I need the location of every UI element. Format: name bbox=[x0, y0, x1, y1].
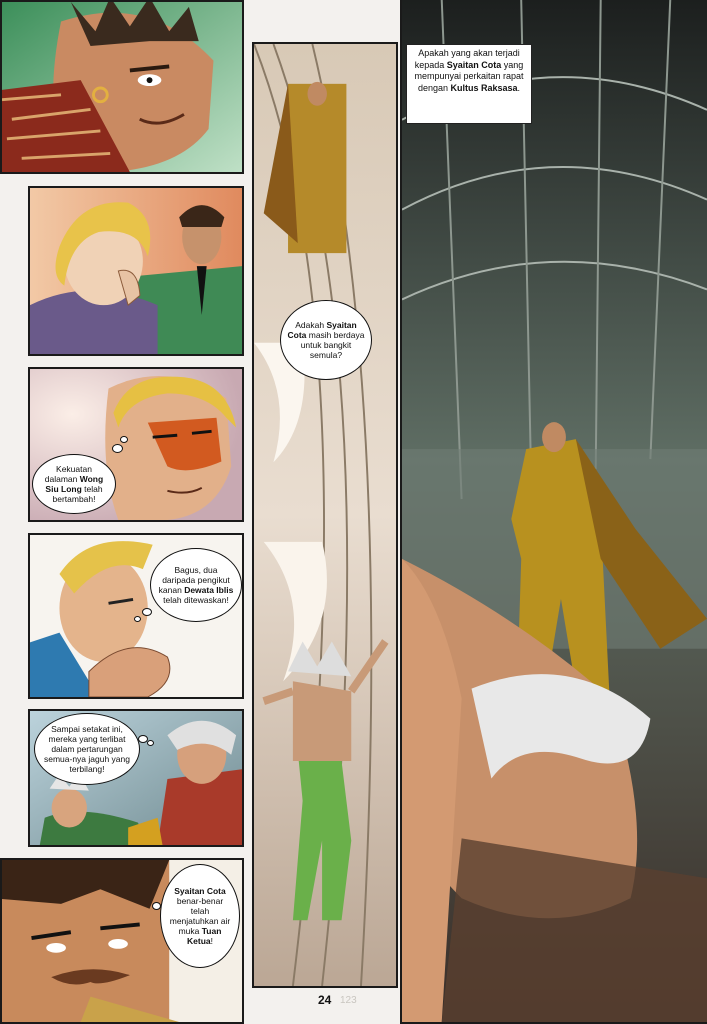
caption-mid: yang mempunyai perkaitan rapat dengan bbox=[414, 59, 524, 93]
speech-bubble-adakah bbox=[280, 300, 372, 380]
panel-8-arena-standoff bbox=[400, 0, 707, 1024]
bubble-syaitan-post2: ! bbox=[210, 936, 213, 946]
thought-bubble-kekuatan bbox=[32, 454, 116, 514]
caption-bold-2: Kultus Raksasa bbox=[450, 82, 518, 93]
panel-1-art bbox=[2, 2, 242, 172]
panel-2-blond-and-suited-men bbox=[28, 186, 244, 356]
thought-bubble-sampai bbox=[34, 713, 140, 785]
page-number-ghost: 123 bbox=[340, 995, 357, 1006]
panel-2-art bbox=[30, 188, 242, 354]
caption-bold-1: Syaitan Cota bbox=[446, 59, 502, 70]
page-number: 24 bbox=[318, 993, 332, 1007]
thought-tail bbox=[112, 444, 123, 453]
panel-7-art bbox=[254, 44, 396, 986]
caption-text bbox=[412, 48, 526, 94]
caption-post: . bbox=[517, 82, 521, 93]
bubble-bagus-bold: Dewata Iblis bbox=[184, 585, 234, 595]
bubble-syaitan-bold: Syaitan Cota bbox=[174, 886, 226, 896]
panel-1-angry-man-closeup bbox=[0, 0, 244, 174]
thought-bubble-bagus bbox=[150, 548, 242, 622]
bubble-sampai-text: Sampai setakat ini, mereka yang terlibat dalam pertarungan semua-nya jaguh yang terbilang! bbox=[43, 724, 130, 774]
bubble-bagus-pre: Bagus, dua daripada pengikut kanan bbox=[158, 565, 230, 595]
panel-7-falling-fighter bbox=[252, 42, 398, 988]
thought-tail bbox=[120, 436, 128, 443]
bubble-syaitan-post: benar-benar telah menjatuhkan air muka bbox=[169, 896, 231, 936]
bubble-bagus-post: telah ditewaskan! bbox=[163, 595, 229, 605]
thought-tail bbox=[142, 608, 152, 616]
thought-tail bbox=[152, 902, 161, 910]
bubble-kekuatan-post: telah bertambah! bbox=[52, 484, 103, 504]
thought-tail bbox=[147, 740, 154, 746]
narration-caption bbox=[406, 44, 532, 124]
bubble-syaitan-bold2: Tuan Ketua bbox=[187, 926, 222, 946]
bubble-adakah-bold: Syaitan Cota bbox=[287, 320, 357, 340]
bubble-adakah-post: masih berdaya untuk bangkit semula? bbox=[300, 330, 365, 360]
bubble-adakah-pre: Adakah bbox=[295, 320, 327, 330]
bubble-kekuatan-bold: Wong Siu Long bbox=[45, 474, 104, 494]
caption-pre: Apakah yang akan terjadi kepada bbox=[414, 48, 520, 70]
panel-8-art bbox=[402, 0, 707, 1022]
thought-bubble-syaitan bbox=[160, 864, 240, 968]
thought-tail bbox=[134, 616, 141, 622]
bubble-kekuatan-pre: Kekuatan dalaman bbox=[44, 464, 92, 484]
